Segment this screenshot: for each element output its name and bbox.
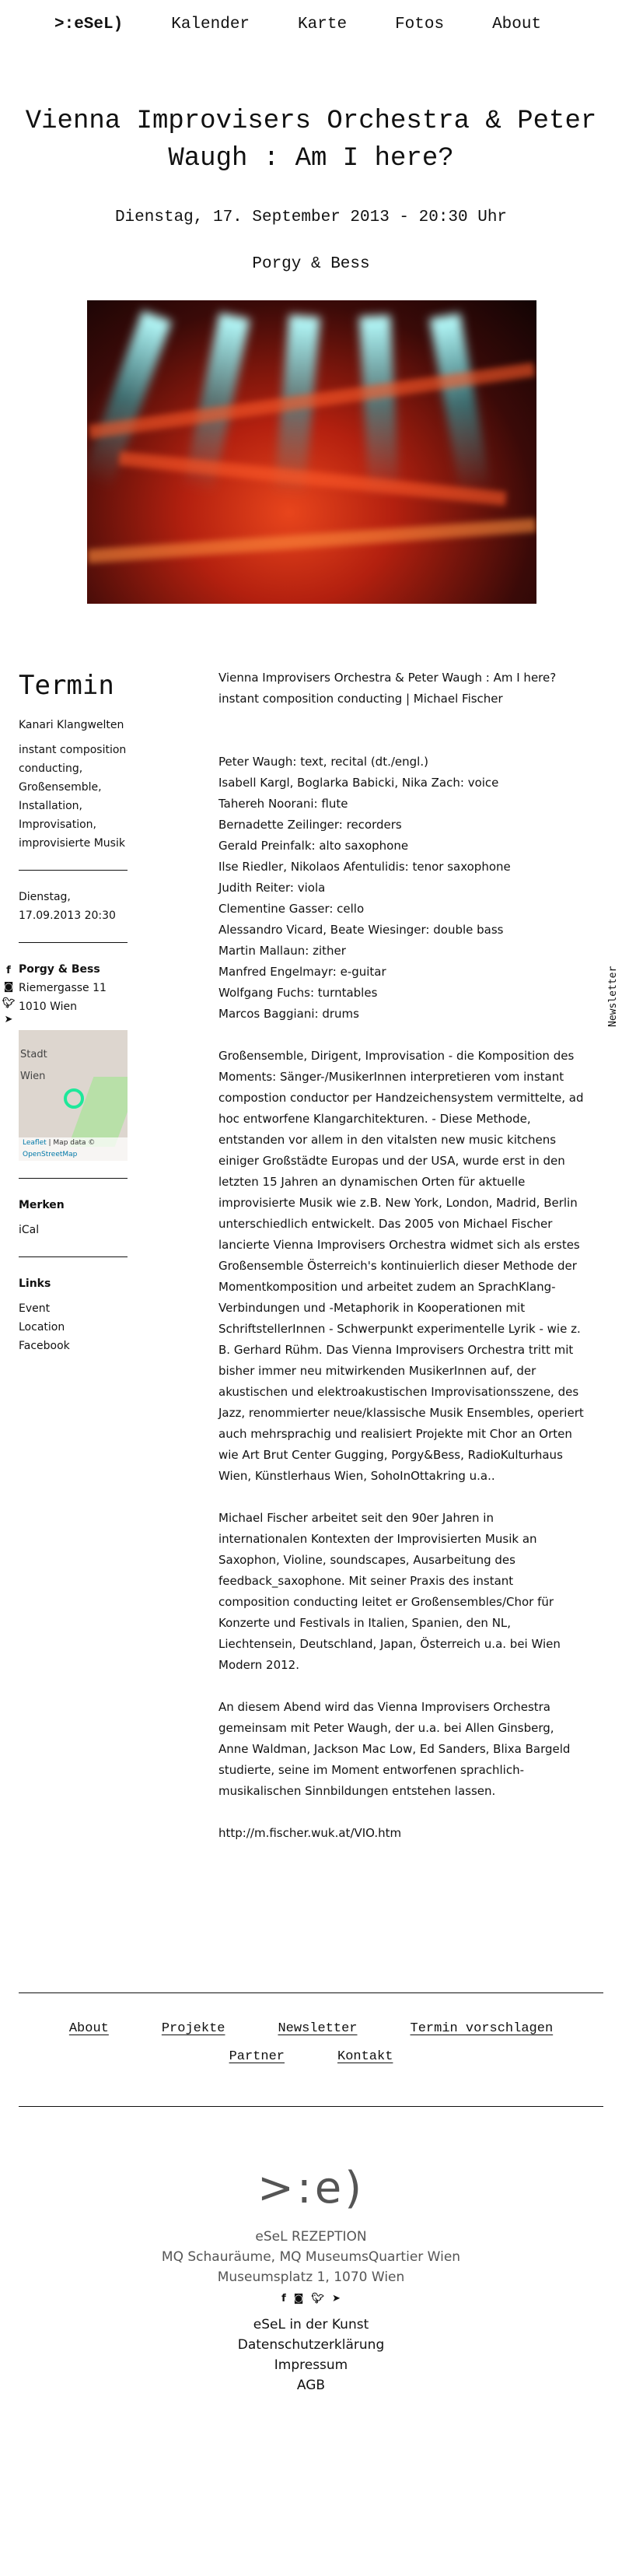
link-facebook[interactable]: Facebook [19,1340,70,1352]
divider [19,1256,128,1257]
footer-social [0,2293,622,2304]
nav-karte[interactable]: Karte [298,16,348,33]
twitter-icon[interactable]: 🐦︎ [2,997,16,1009]
footer-divider [19,1992,603,1993]
lineup-item: Judith Reiter: viola [218,881,326,895]
telegram-icon[interactable]: ➤ [331,2293,341,2304]
ical-link[interactable]: iCal [19,1224,40,1236]
footer-link-about[interactable]: About [68,2021,109,2036]
address-line: eSeL REZEPTION [255,2229,367,2245]
lineup-item: Martin Mallaun: zither [218,944,346,958]
address-city: 1010 Wien [19,1001,77,1013]
description-paragraph: Michael Fischer arbeitet seit den 90er Jahren in internationalen Kontexten der Improvisierten Musik an Saxophon, Violine, soundscapes, Ausarbeitung des feedback_saxophone. Mit seiner Praxis des instant composition conducting leitet er Großensembles/Chor für Konzerte und Festivals in Italien, Spanien, den NL, Liechtensein, Deutschland, Japan, Österreich u.a. bei Wien Modern 2012. [218,1511,561,1672]
links-heading: Links [19,1277,51,1290]
map-attribution [19,1137,128,1161]
external-link[interactable]: http://m.fischer.wuk.at/VIO.htm [218,1826,402,1840]
divider [19,942,128,943]
lineup-item: Manfred Engelmayr: e-guitar [218,965,386,979]
leaflet-link[interactable]: Leaflet [23,1139,47,1147]
event-datetime: Dienstag, 17. September 2013 - 20:30 Uhr [114,209,508,226]
nav-fotos[interactable]: Fotos [395,16,445,33]
lineup-item: Bernadette Zeilinger: recorders [218,818,402,832]
footer-address [0,2227,622,2287]
footer-link-projekte[interactable]: Projekte [161,2021,225,2036]
newsletter-tab[interactable]: Newsletter [607,966,619,1027]
osm-link[interactable]: OpenStreetMap [23,1151,78,1158]
event-description [218,668,584,1865]
instagram-icon[interactable]: ◙ [293,2293,304,2304]
footer-link-kontakt[interactable]: Kontakt [337,2049,393,2064]
footer-link-impressum[interactable]: Impressum [274,2357,348,2373]
footer-nav [0,2021,622,2077]
lineup-item: Clementine Gasser: cello [218,902,365,916]
footer-link-termin-vorschlagen[interactable]: Termin vorschlagen [410,2021,554,2036]
event-photo [87,300,536,604]
lineup-list [218,752,584,1025]
sidebar [19,668,128,1355]
facebook-icon[interactable]: f [6,965,11,976]
telegram-icon[interactable]: ➤ [4,1014,13,1025]
footer-link-datenschutz[interactable]: Datenschutzerklärung [237,2337,385,2353]
link-location[interactable]: Location [19,1321,65,1334]
sidebar-date: Dienstag, 17.09.2013 20:30 [19,891,116,922]
footer-link-agb[interactable]: AGB [296,2378,326,2393]
intro-line: Vienna Improvisers Orchestra & Peter Waugh : Am I here? [218,671,557,685]
description-paragraph: Großensemble, Dirigent, Improvisation - die Komposition des Moments: Sänger-/MusikerInnen interpretieren vom instant compostion conductor per Handzeichensystem vermittelte, ad hoc entworfene Klangarchitekturen. - Diese Methode, entstanden vor allem in den vitalsten new music kitchens einiger Großstädte Europas und der USA, wurde erst in den letzten 15 Jahren an dynamischen Orten für aktuelle improvisierte Musik wie z.B. New York, London, Madrid, Berlin unterschiedlich entwickelt. Das 2005 von Michael Fischer lancierte Vienna Improvisers Orchestra widmet sich als erstes Großensemble Österreich's kontinuierlich dieser Methode der Momentkomposition und arbeitet zudem an SprachKlang-Verbindungen und -Metaphorik in Kooperationen mit SchriftstellerInnen - Schwerpunkt experimentelle Lyrik - wie z. B. Gerhard Rühm. Das Vienna Improvisers Orchestra tritt mit bisher immer neu mitwirkenden MusikerInnen auf, der akustischen und elektroakustischen Improvisationsszene, des Jazz, renommierter neue/klassische Musik Ensembles, operiert auch mehrsprachig und realisiert Projekte mit Chor an Orten wie Art Brut Center Gugging, Porgy&Bess, RadioKulturhaus Wien, Künstlerhaus Wien, SohoInOttakring u.a.. [218,1049,584,1483]
divider [19,1178,128,1179]
lineup-item: Ilse Riedler, Nikolaos Afentulidis: tenor saxophone [218,860,511,874]
link-event[interactable]: Event [19,1302,51,1315]
footer-link-esel-kunst[interactable]: eSeL in der Kunst [253,2317,369,2332]
footer-logo: >:e) [257,2163,365,2213]
sidebar-heading: Termin [19,670,114,701]
footer-divider [19,2106,603,2107]
lineup-item: Alessandro Vicard, Beate Wiesinger: double bass [218,923,504,937]
map-label: Wien [20,1071,46,1082]
merken-heading: Merken [19,1199,65,1211]
map-marker-icon[interactable] [64,1088,84,1109]
lineup-item: Marcos Baggiani: drums [218,1007,359,1021]
address-street: Riemergasse 11 [19,982,107,994]
event-category[interactable]: Kanari Klangwelten [19,719,124,731]
lineup-item: Isabell Kargl, Boglarka Babicki, Nika Zach: voice [218,776,499,790]
location-map[interactable] [19,1030,128,1161]
footer-meta-links [0,2315,622,2396]
nav-kalender[interactable]: Kalender [171,16,250,33]
event-venue[interactable]: Porgy & Bess [252,255,370,273]
facebook-icon[interactable]: f [281,2293,286,2304]
address-line: Museumsplatz 1, 1070 Wien [217,2269,405,2285]
event-title: Vienna Improvisers Orchestra & Peter Waugh : Am I here? [25,107,597,173]
location-name[interactable]: Porgy & Bess [19,963,100,976]
attr-text: | Map data © [46,1139,96,1147]
intro-line: instant composition conducting | Michael Fischer [218,692,503,706]
site-logo[interactable]: >:eSeL) [54,16,124,33]
lineup-item: Tahereh Noorani: flute [218,797,348,811]
lineup-item: Gerald Preinfalk: alto saxophone [218,839,409,853]
twitter-icon[interactable]: 🐦︎ [311,2293,324,2304]
event-tags: instant composition conducting, Großensemble, Installation, Improvisation, improvisierte Musik [19,744,127,850]
lineup-item: Peter Waugh: text, recital (dt./engl.) [218,755,428,769]
nav-about[interactable]: About [492,16,542,33]
social-bar [2,965,15,1025]
top-nav [54,16,589,33]
description-paragraph: An diesem Abend wird das Vienna Improvisers Orchestra gemeinsam mit Peter Waugh, der u.a. bei Allen Ginsberg, Anne Waldman, Jackson Mac Low, Ed Sanders, Blixa Bargeld studierte, seine im Moment entworfenen sprachlich-musikalischen Sinnbildungen entstehen lassen. [218,1700,571,1798]
divider [19,870,128,871]
map-park [68,1077,128,1147]
lineup-item: Wolfgang Fuchs: turntables [218,986,378,1000]
footer-link-newsletter[interactable]: Newsletter [278,2021,358,2036]
instagram-icon[interactable]: ◙ [3,981,14,993]
footer-link-partner[interactable]: Partner [229,2049,285,2064]
map-label: Stadt [20,1049,47,1060]
address-line: MQ Schauräume, MQ MuseumsQuartier Wien [161,2249,461,2265]
